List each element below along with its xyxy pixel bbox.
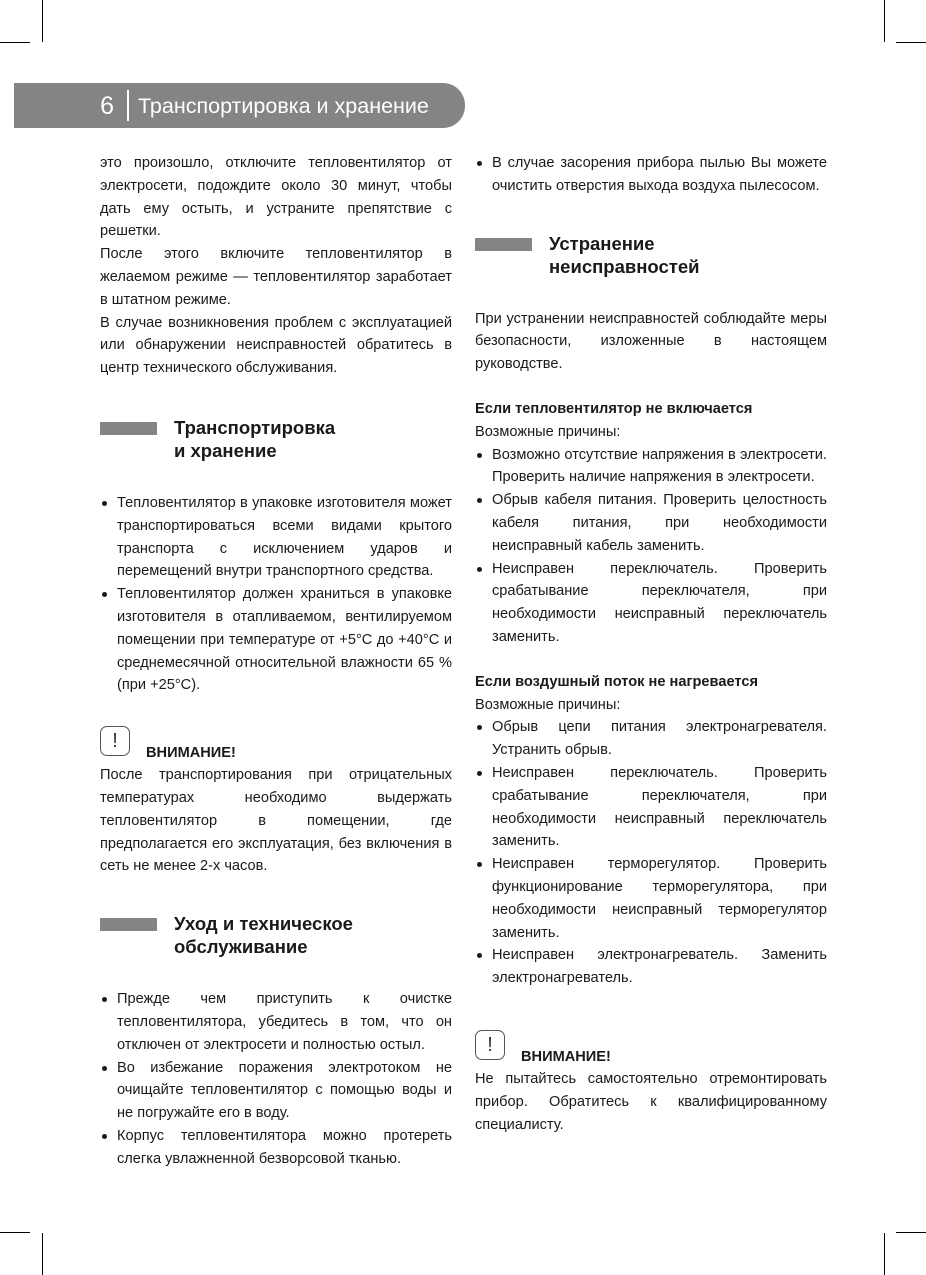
list-item: Тепловентилятор в упаковке изготовителя может транспортироваться всеми видами крытого транспорта с исключением ударов и перемещений внутри транспортного средства. <box>100 492 452 583</box>
section-title: Уход и техническое обслуживание <box>174 913 353 958</box>
warning-icon: ! <box>100 726 130 756</box>
list-item: Обрыв цепи питания электронагревателя. Устранить обрыв. <box>475 716 827 762</box>
crop-mark <box>896 42 926 43</box>
care-list-continued <box>475 152 827 198</box>
care-list <box>100 988 452 1170</box>
case-heading: Если тепловентилятор не включается <box>475 400 753 417</box>
crop-mark <box>884 0 885 42</box>
section-bar <box>100 422 157 435</box>
causes-list <box>475 444 827 649</box>
list-item: В случае засорения прибора пылью Вы можете очистить отверстия выхода воздуха пылесосом. <box>475 152 827 198</box>
warning-heading <box>100 726 452 764</box>
causes-list <box>475 716 827 990</box>
warning-title: ВНИМАНИЕ! <box>521 1048 611 1065</box>
list-item: Неисправен электронагреватель. Заменить электронагреватель. <box>475 944 827 990</box>
warning-title: ВНИМАНИЕ! <box>146 745 236 762</box>
page-header <box>14 83 465 128</box>
warning-heading <box>475 1030 827 1068</box>
section-heading-care <box>100 912 452 958</box>
header-divider <box>127 90 129 121</box>
right-column <box>475 152 827 1136</box>
section-title: Устранение неисправностей <box>549 232 700 277</box>
left-column <box>100 152 452 1171</box>
section-heading-troubleshooting <box>475 232 827 278</box>
crop-mark <box>42 1233 43 1275</box>
list-item: Тепловентилятор должен храниться в упаковке изготовителя в отапливаемом, вентилируемом помещении при температуре от +5°C до +40°C и среднемесячной относительной влажности 65 % (при +25°C). <box>100 583 452 697</box>
warning-text: После транспортирования при отрицательных температурах необходимо выдержать тепловентилятор в помещении, где предполагается его эксплуатация, без включения в сеть не менее 2-х часов. <box>100 767 452 875</box>
list-item: Неисправен терморегулятор. Проверить функционирование терморегулятора, при необходимости неисправный терморегулятор заменить. <box>475 853 827 944</box>
list-item: Неисправен переключатель. Проверить срабатывание переключателя, при необходимости неисправный переключатель заменить. <box>475 558 827 649</box>
page-header-title: Транспортировка и хранение <box>138 94 429 118</box>
crop-mark <box>896 1232 926 1233</box>
section-title: Транспортировка и хранение <box>174 416 336 461</box>
case-heading: Если воздушный поток не нагревается <box>475 673 758 690</box>
list-item: Обрыв кабеля питания. Проверить целостность кабеля питания, при необходимости неисправный кабель заменить. <box>475 489 827 557</box>
list-item: Возможно отсутствие напряжения в электросети. Проверить наличие напряжения в электросети. <box>475 444 827 490</box>
paragraph: В случае возникновения проблем с эксплуатацией или обнаружении неисправностей обратитесь в центр технического обслуживания. <box>100 314 452 377</box>
warning-icon: ! <box>475 1030 505 1060</box>
list-item: Во избежание поражения электротоком не очищайте тепловентилятор с помощью воды и не погружайте его в воду. <box>100 1057 452 1125</box>
paragraph: После этого включите тепловентилятор в желаемом режиме — тепловентилятор заработает в штатном режиме. <box>100 246 452 308</box>
section-heading-transport <box>100 416 452 462</box>
section-bar <box>475 238 532 251</box>
crop-mark <box>0 1232 30 1233</box>
list-item: Неисправен переключатель. Проверить срабатывание переключателя, при необходимости неисправный переключатель заменить. <box>475 762 827 853</box>
page-number: 6 <box>100 92 114 120</box>
causes-label: Возможные причины: <box>475 423 621 440</box>
section-bar <box>100 918 157 931</box>
transport-list <box>100 492 452 697</box>
paragraph: При устранении неисправностей соблюдайте меры безопасности, изложенные в настоящем руководстве. <box>475 310 827 373</box>
paragraph: это произошло, отключите тепловентилятор от электросети, подождите около 30 минут, чтобы дать ему остыть, и устраните препятствие с решетки. <box>100 155 452 240</box>
warning-text: Не пытайтесь самостоятельно отремонтировать прибор. Обратитесь к квалифицированному специалисту. <box>475 1070 827 1133</box>
crop-mark <box>884 1233 885 1275</box>
crop-mark <box>42 0 43 42</box>
crop-mark <box>0 42 30 43</box>
causes-label: Возможные причины: <box>475 696 621 713</box>
list-item: Корпус тепловентилятора можно протереть слегка увлажненной безворсовой тканью. <box>100 1125 452 1171</box>
list-item: Прежде чем приступить к очистке тепловентилятора, убедитесь в том, что он отключен от электросети и полностью остыл. <box>100 988 452 1056</box>
